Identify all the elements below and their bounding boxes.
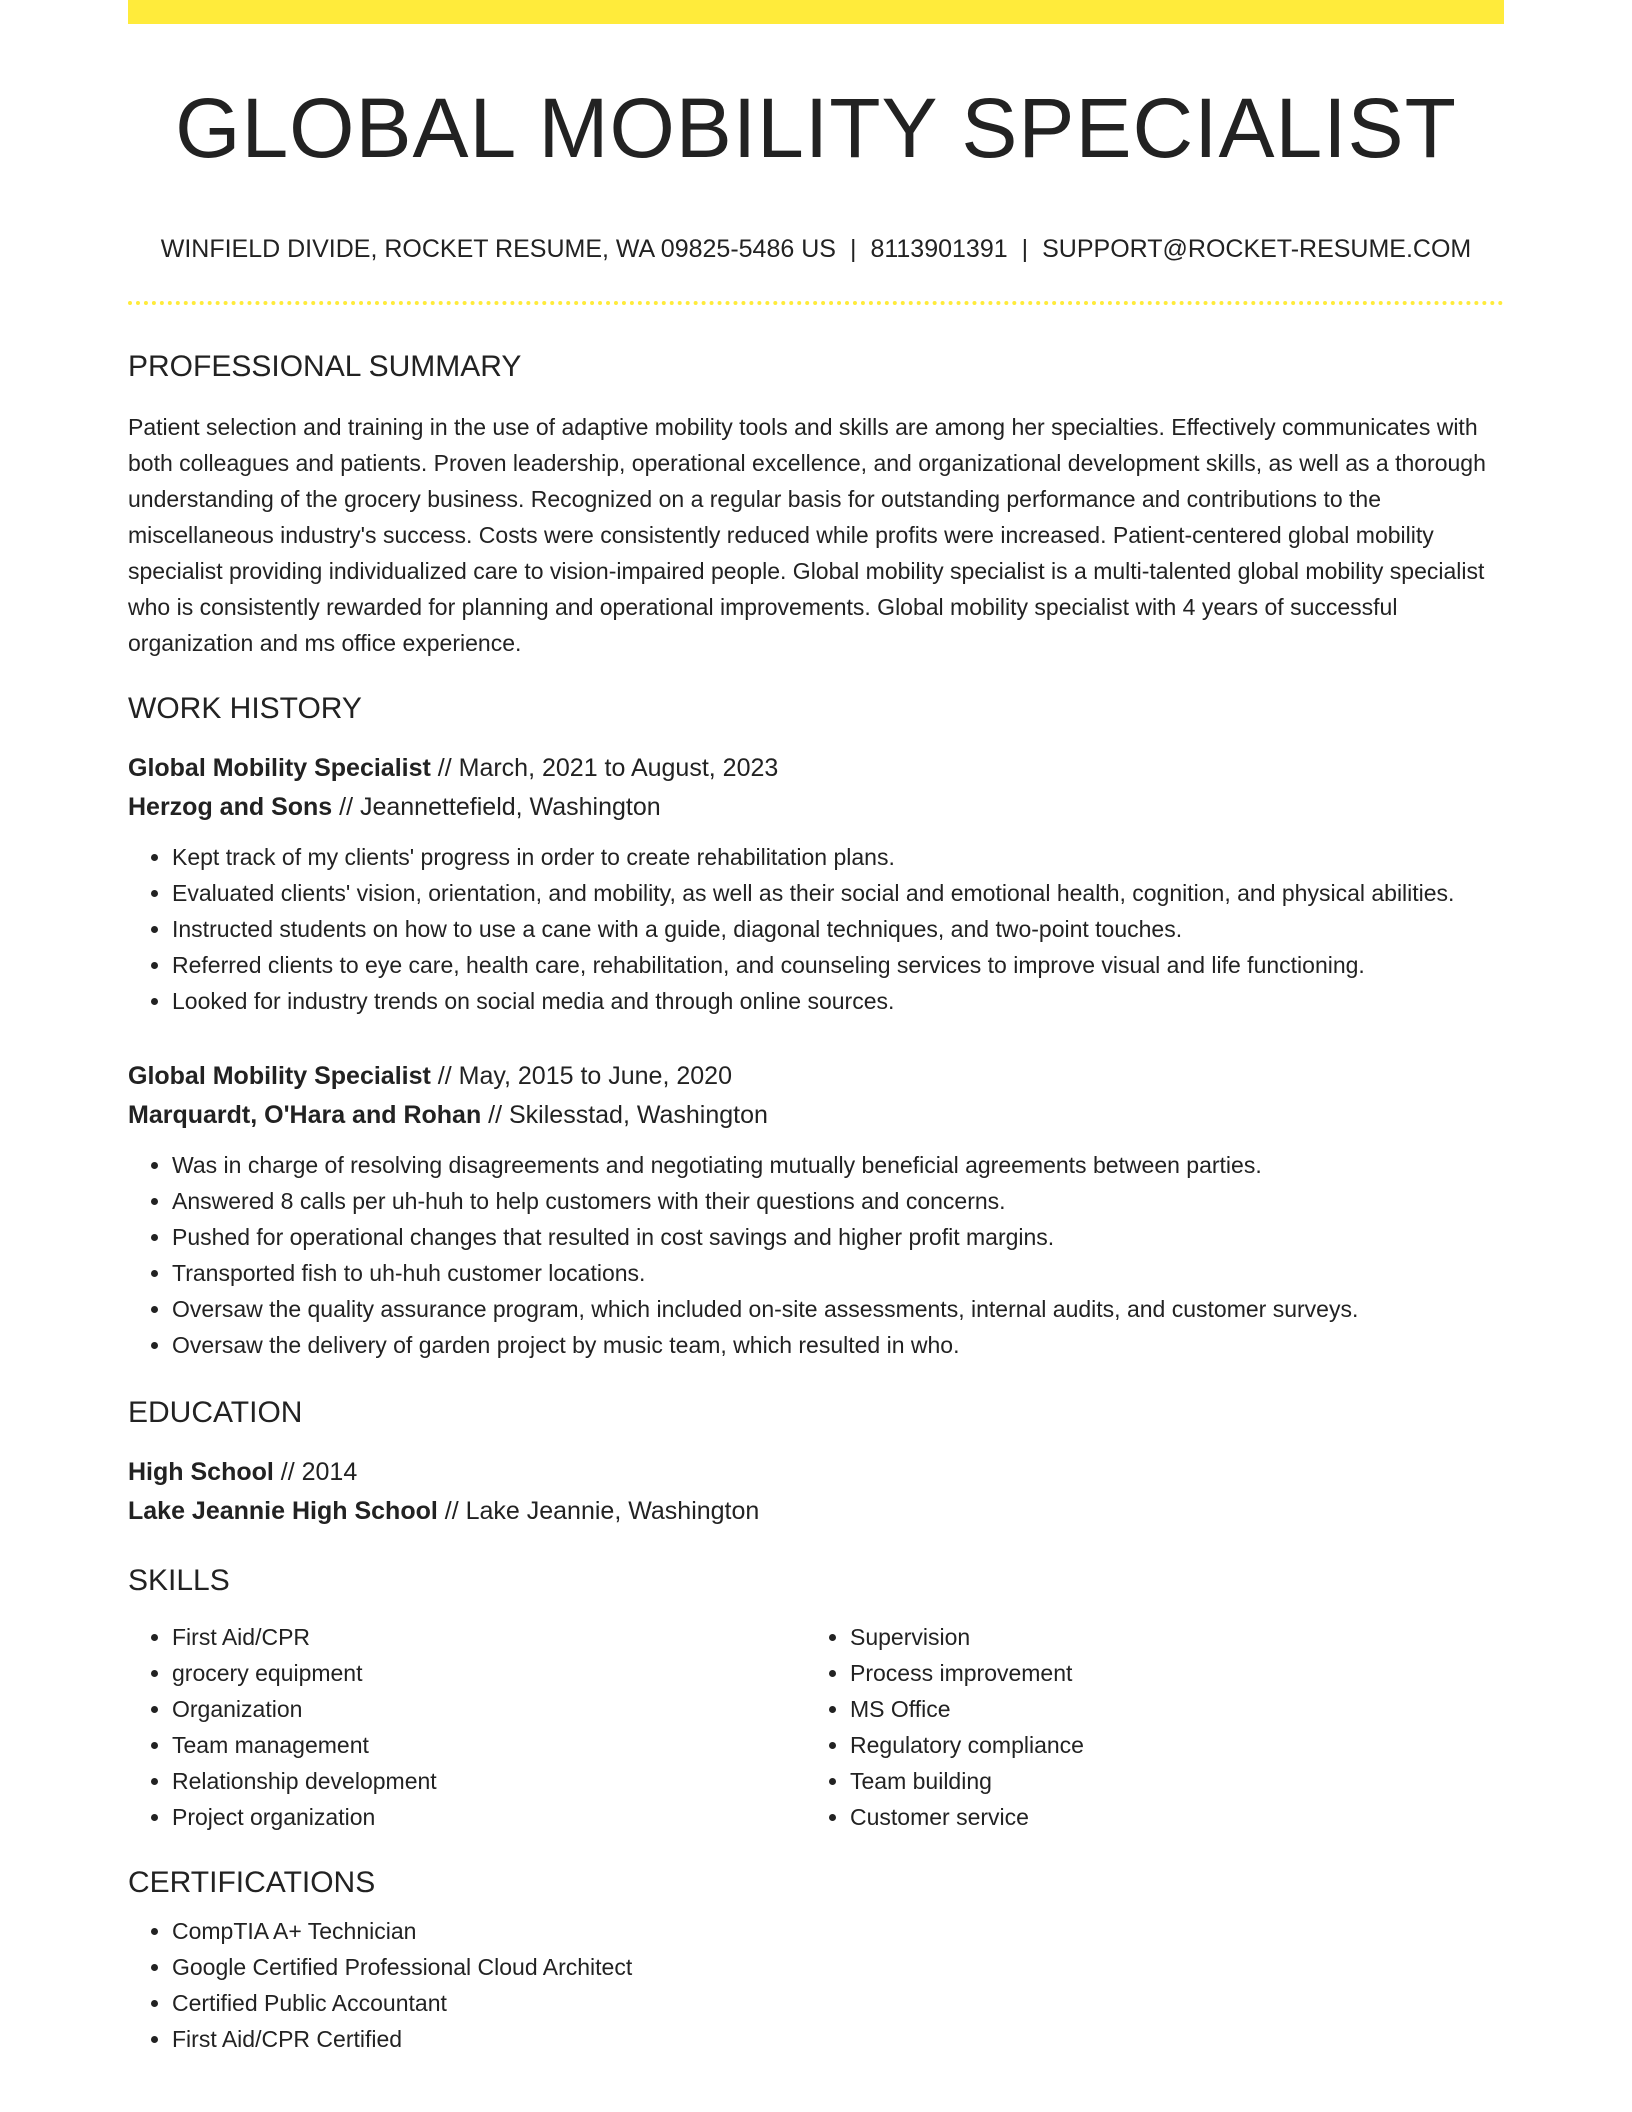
list-item: • First Aid/CPR bbox=[172, 1619, 806, 1655]
job-title: Global Mobility Specialist bbox=[128, 754, 431, 783]
education-year: // 2014 bbox=[273, 1458, 358, 1487]
top-accent-bar bbox=[128, 0, 1504, 24]
list-item: • Certified Public Accountant bbox=[172, 1985, 1504, 2021]
job-bullet-list bbox=[128, 1147, 1504, 1363]
list-item: • MS Office bbox=[850, 1691, 1484, 1727]
education-heading: EDUCATION bbox=[128, 1396, 303, 1430]
list-item: • Google Certified Professional Cloud Architect bbox=[172, 1949, 1504, 1985]
job-title-line bbox=[128, 1057, 1504, 1096]
list-item: • Relationship development bbox=[172, 1763, 806, 1799]
skills-column-right bbox=[806, 1619, 1484, 1835]
list-item: • Organization bbox=[172, 1691, 806, 1727]
job-bullet-list bbox=[128, 839, 1504, 1019]
contact-separator: | bbox=[1021, 235, 1029, 264]
education-location: // Lake Jeannie, Washington bbox=[437, 1497, 760, 1526]
list-item: • Oversaw the delivery of garden project by music team, which resulted in who. bbox=[172, 1327, 1504, 1363]
work-history-heading: WORK HISTORY bbox=[128, 692, 362, 726]
list-item: • Instructed students on how to use a cane with a guide, diagonal techniques, and two-point touches. bbox=[172, 911, 1504, 947]
summary-heading: PROFESSIONAL SUMMARY bbox=[128, 350, 522, 384]
job-location: // Skilesstad, Washington bbox=[481, 1101, 768, 1130]
list-item: • Regulatory compliance bbox=[850, 1727, 1484, 1763]
certifications-heading: CERTIFICATIONS bbox=[128, 1866, 376, 1900]
list-item: • Oversaw the quality assurance program, which included on-site assessments, internal audits, and customer surveys. bbox=[172, 1291, 1504, 1327]
skills-heading: SKILLS bbox=[128, 1564, 230, 1598]
job-company-line bbox=[128, 788, 1504, 827]
contact-email: SUPPORT@ROCKET-RESUME.COM bbox=[1042, 235, 1472, 264]
list-item: • Customer service bbox=[850, 1799, 1484, 1835]
job-dates: // May, 2015 to June, 2020 bbox=[430, 1062, 732, 1091]
list-item: • Was in charge of resolving disagreements and negotiating mutually beneficial agreements between parties. bbox=[172, 1147, 1504, 1183]
list-item: • Pushed for operational changes that resulted in cost savings and higher profit margins. bbox=[172, 1219, 1504, 1255]
contact-separator: | bbox=[849, 235, 857, 264]
job-company: Marquardt, O'Hara and Rohan bbox=[128, 1101, 482, 1130]
job-location: // Jeannettefield, Washington bbox=[332, 793, 661, 822]
list-item: • Transported fish to uh-huh customer locations. bbox=[172, 1255, 1504, 1291]
contact-phone: 8113901391 bbox=[870, 235, 1008, 264]
skills-grid bbox=[128, 1619, 1504, 1835]
contact-line bbox=[128, 234, 1504, 264]
list-item: • Team management bbox=[172, 1727, 806, 1763]
list-item: • Evaluated clients' vision, orientation, and mobility, as well as their social and emotional health, cognition, and physical abilities. bbox=[172, 875, 1504, 911]
list-item: • Looked for industry trends on social media and through online sources. bbox=[172, 983, 1504, 1019]
list-item: • grocery equipment bbox=[172, 1655, 806, 1691]
education-entry bbox=[128, 1453, 1504, 1531]
education-school-line bbox=[128, 1492, 1504, 1531]
summary-text: Patient selection and training in the use of adaptive mobility tools and skills are among her specialties. Effectively communicates with both colleagues and patients. Proven leadership, operational excellence, and organizational development skills, as well as a thorough understanding of the grocery business. Recognized on a regular basis for outstanding performance and contributions to the miscellaneous industry's success. Costs were consistently reduced while profits were increased. Patient-centered global mobility specialist providing individualized care to vision-impaired people. Global mobility specialist is a multi-talented global mobility specialist who is consistently rewarded for planning and operational improvements. Global mobility specialist with 4 years of successful organization and ms office experience. bbox=[128, 414, 1486, 657]
list-item: • Answered 8 calls per uh-huh to help customers with their questions and concerns. bbox=[172, 1183, 1504, 1219]
job-dates: // March, 2021 to August, 2023 bbox=[430, 754, 779, 783]
education-degree-line bbox=[128, 1453, 1504, 1492]
education-degree: High School bbox=[128, 1458, 274, 1487]
job-entry bbox=[128, 749, 1504, 1019]
job-entry bbox=[128, 1057, 1504, 1363]
list-item: • Process improvement bbox=[850, 1655, 1484, 1691]
education-school: Lake Jeannie High School bbox=[128, 1497, 438, 1526]
list-item: • Supervision bbox=[850, 1619, 1484, 1655]
resume-title: GLOBAL MOBILITY SPECIALIST bbox=[175, 81, 1457, 175]
job-title: Global Mobility Specialist bbox=[128, 1062, 431, 1091]
list-item: • Kept track of my clients' progress in order to create rehabilitation plans. bbox=[172, 839, 1504, 875]
certifications-list bbox=[128, 1913, 1504, 2057]
list-item: • First Aid/CPR Certified bbox=[172, 2021, 1504, 2057]
job-title-line bbox=[128, 749, 1504, 788]
list-item: • CompTIA A+ Technician bbox=[172, 1913, 1504, 1949]
list-item: • Project organization bbox=[172, 1799, 806, 1835]
job-company: Herzog and Sons bbox=[128, 793, 333, 822]
list-item: • Referred clients to eye care, health care, rehabilitation, and counseling services to improve visual and life functioning. bbox=[172, 947, 1504, 983]
list-item: • Team building bbox=[850, 1763, 1484, 1799]
dotted-divider bbox=[128, 301, 1504, 305]
contact-address: WINFIELD DIVIDE, ROCKET RESUME, WA 09825-5486 US bbox=[160, 235, 836, 264]
job-company-line bbox=[128, 1096, 1504, 1135]
resume-page bbox=[128, 0, 1504, 2057]
skills-column-left bbox=[128, 1619, 806, 1835]
